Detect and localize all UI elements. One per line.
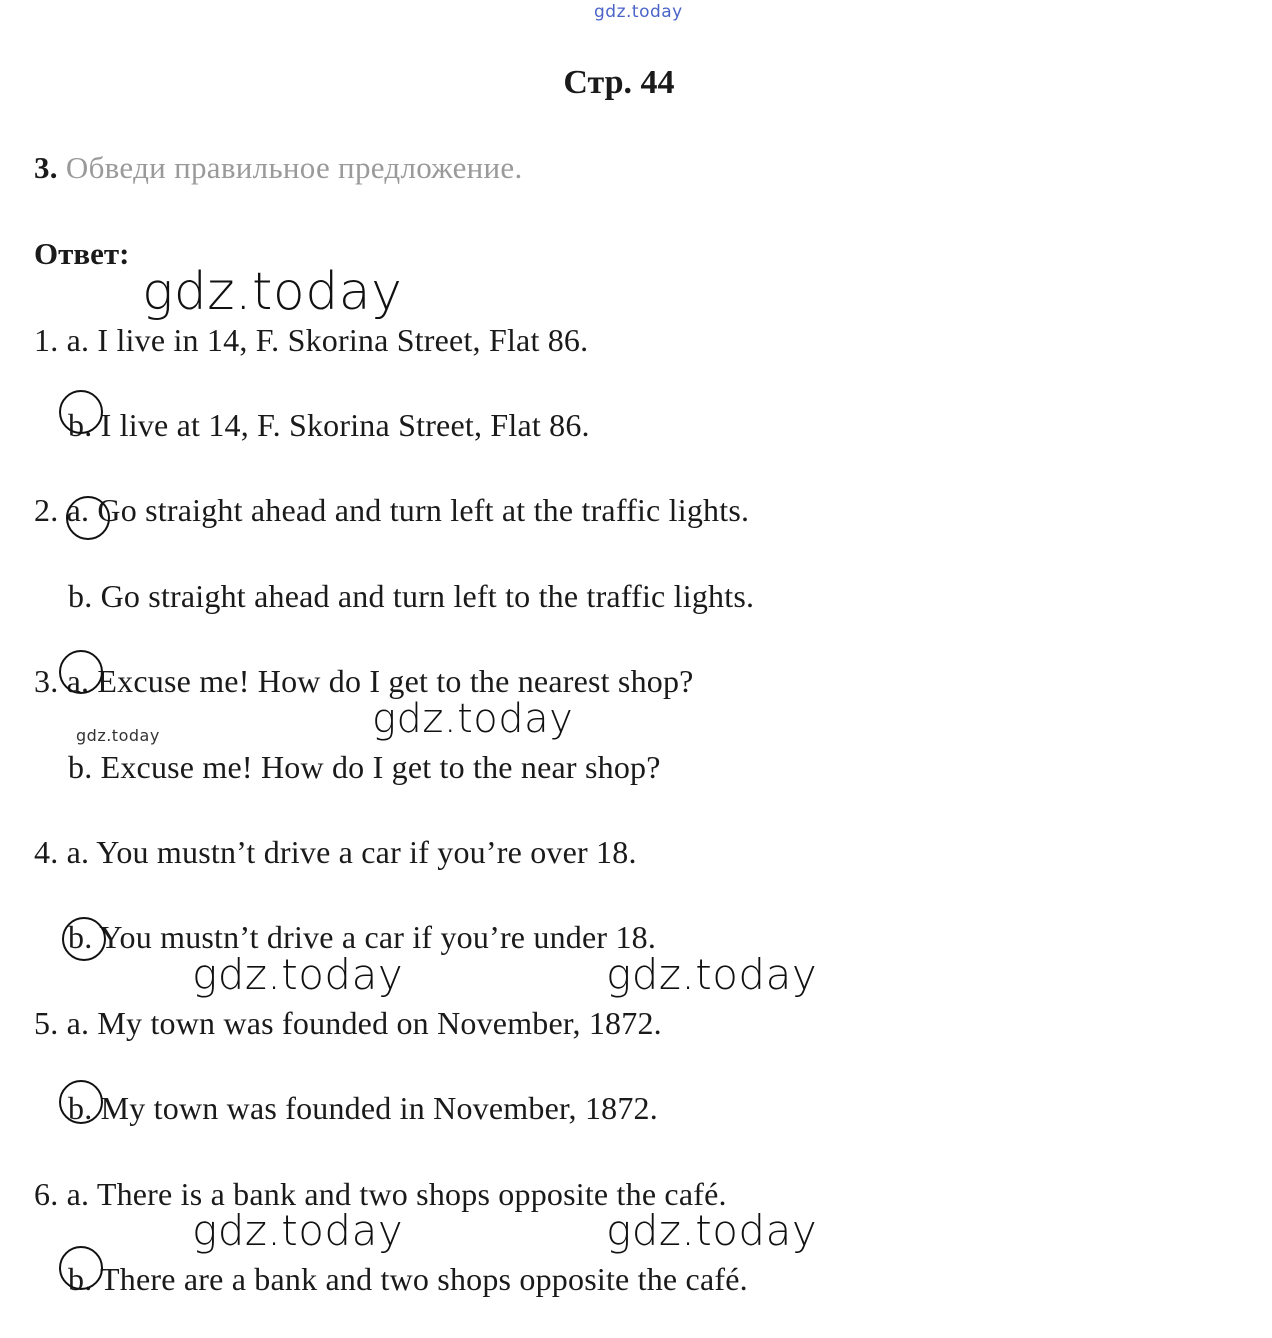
item-4-option-b: b. You mustn’t drive a car if you’re under 18. [68,919,657,955]
item-2-option-b: b. Go straight ahead and turn left to the traffic lights. [68,578,755,614]
answer-label: Ответ: [34,236,130,271]
page-title: Стр. 44 [563,64,675,101]
item-3-option-b: b. Excuse me! How do I get to the near shop? [68,749,661,785]
answer-circle [59,650,103,694]
item-2-option-a: 2. a. Go straight ahead and turn left at the traffic lights. [34,492,750,528]
watermark-small: gdz.today [76,726,160,745]
answer-circle [59,1246,103,1290]
answer-circle [62,917,106,961]
watermark: gdz.today [192,1206,404,1255]
watermark: gdz.today [606,950,818,999]
task-heading [34,150,523,186]
item-4-option-a: 4. a. You mustn’t drive a car if you’re over 18. [34,834,637,870]
task-text: Обведи правильное предложение. [65,150,523,185]
answer-circle [59,390,103,434]
task-number: 3. [34,150,58,185]
item-6-option-a: 6. a. There is a bank and two shops opposite the café. [34,1176,727,1212]
watermark: gdz.today [372,696,574,742]
watermark: gdz.today [606,1206,818,1255]
item-5-option-b: b. My town was founded in November, 1872. [68,1090,658,1126]
item-5-option-a: 5. a. My town was founded on November, 1872. [34,1005,662,1041]
watermark: gdz.today [192,950,404,999]
item-6-option-b: b. There are a bank and two shops opposite the café. [68,1261,748,1297]
watermark: gdz.today [142,262,403,322]
item-1-option-b: b. I live at 14, F. Skorina Street, Flat 86. [68,407,590,443]
watermark-top: gdz.today [594,2,683,22]
answer-circle [66,496,110,540]
item-3-option-a: 3. a. Excuse me! How do I get to the nearest shop? [34,663,694,699]
item-1-option-a: 1. a. I live in 14, F. Skorina Street, Flat 86. [34,322,589,358]
answer-circle [59,1080,103,1124]
